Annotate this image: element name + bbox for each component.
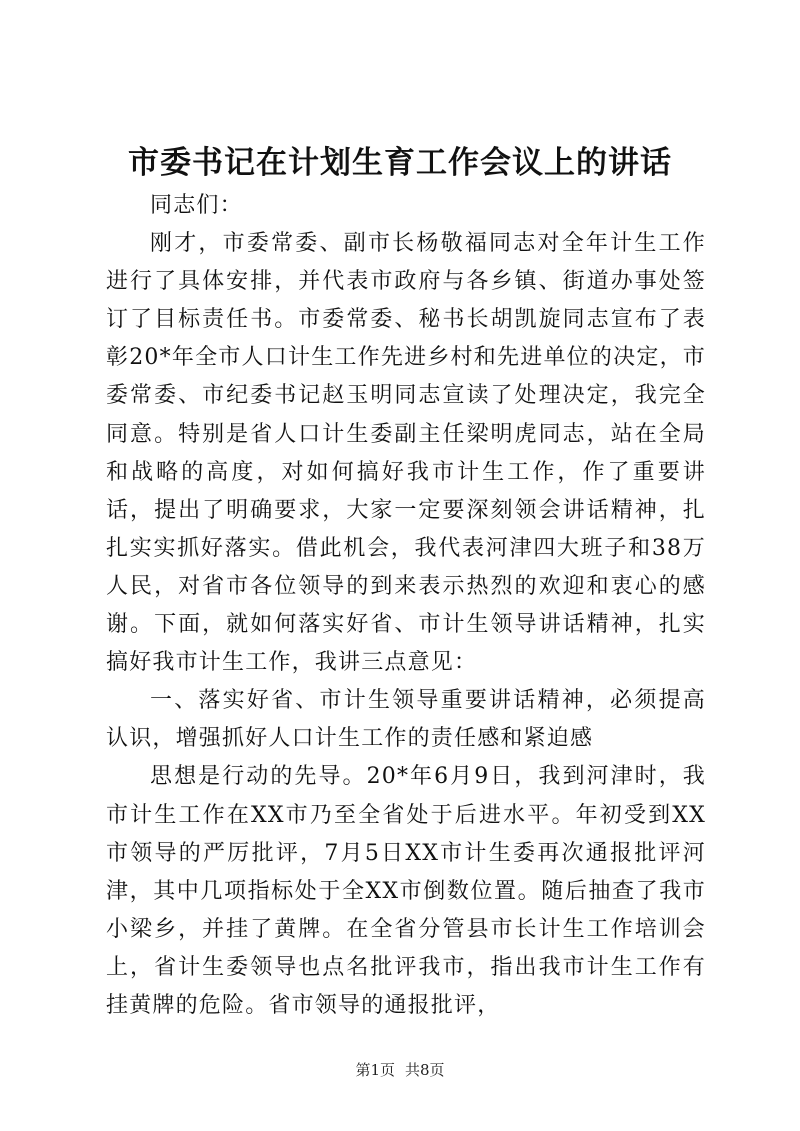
body-paragraph: 思想是行动的先导。20*年6月9日，我到河津时，我市计生工作在XX市乃至全省处于后进水平。年初受到XX市领导的严厉批评，7月5日XX市计生委再次通报批评河津，其中几项指标处于全XX市倒数位置。随后抽查了我市小梁乡，并挂了黄牌。在全省分管县市长计生工作培训会上，省计生委领导也点名批评我市，指出我市计生工作有挂黄牌的危险。省市领导的通报批评， xyxy=(106,764,706,1018)
page-footer xyxy=(0,1060,800,1080)
body-text xyxy=(106,187,706,1025)
section-heading-paragraph: 一、落实好省、市计生领导重要讲话精神，必须提高认识，增强抓好人口计生工作的责任感和紧迫感 xyxy=(106,688,706,752)
page-title: 市委书记在计划生育工作会议上的讲话 xyxy=(128,145,672,181)
body-paragraph: 刚才，市委常委、副市长杨敬福同志对全年计生工作进行了具体安排，并代表市政府与各乡镇、街道办事处签订了目标责任书。市委常委、秘书长胡凯旋同志宣布了表彰20*年全市人口计生工作先进乡村和先进单位的决定，市委常委、市纪委书记赵玉明同志宣读了处理决定，我完全同意。特别是省人口计生委副主任梁明虎同志，站在全局和战略的高度，对如何搞好我市计生工作，作了重要讲话，提出了明确要求，大家一定要深刻领会讲话精神，扎扎实实抓好落实。借此机会，我代表河津四大班子和38万人民，对省市各位领导的到来表示热烈的欢迎和衷心的感谢。下面，就如何落实好省、市计生领导讲话精神，扎实搞好我市计生工作，我讲三点意见： xyxy=(106,231,706,676)
salutation-paragraph: 同志们： xyxy=(150,193,243,218)
page-total: 共8页 xyxy=(405,1061,445,1079)
page-number: 第1页 xyxy=(355,1061,395,1079)
